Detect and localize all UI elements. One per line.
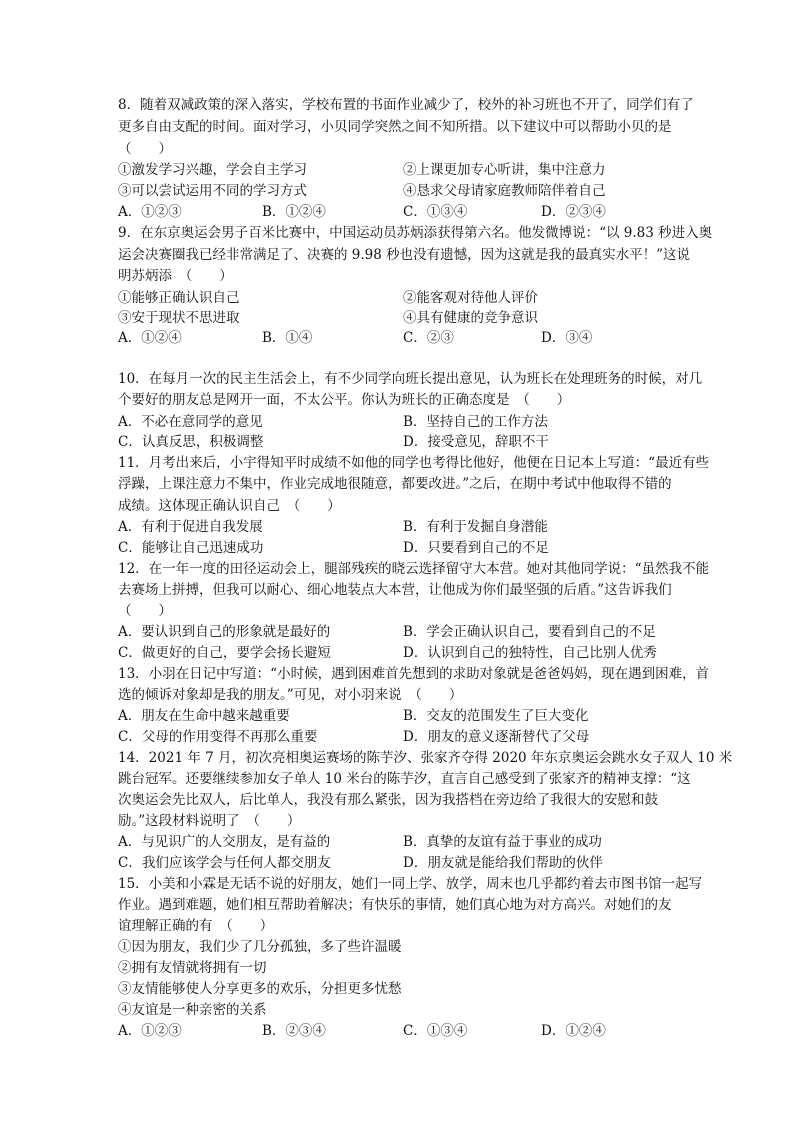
option-c[interactable]: C．父母的作用变得不再那么重要	[118, 729, 318, 745]
question-stem-line: 谊理解正确的有 （ ）	[118, 918, 274, 934]
option-c[interactable]: C．做更好的自己，要学会扬长避短	[118, 645, 331, 661]
option-d[interactable]: D．朋友的意义逐渐替代了父母	[403, 729, 590, 745]
option-a[interactable]: A．不必在意同学的意见	[118, 414, 263, 430]
option-c[interactable]: C．认真反思，积极调整	[118, 434, 264, 450]
question-stem-line: 11．月考出来后，小宇得知平时成绩不如他的同学也考得比他好，他便在日记本上写道：“最近有些	[118, 455, 710, 471]
statement-item: ④友谊是一种亲密的关系	[118, 1002, 267, 1018]
question-stem-line: 12．在一年一度的田径运动会上，腿部残疾的晓云选择留守大本营。她对其他同学说：“虽然我不能	[118, 561, 710, 577]
question-stem-line: 跳台冠军。还要继续参加女子单人 10 米台的陈芋汐，直言自己感受到了张家齐的精神支撑：“这	[118, 771, 691, 787]
statement-item: ④具有健康的竞争意识	[403, 310, 538, 326]
statement-item: ①能够正确认识自己	[118, 290, 240, 306]
question-stem-line: 浮躁，上课注意力不集中，作业完成地很随意，都要改进。”之后，在期中考试中他取得不错的	[118, 476, 672, 492]
option-a[interactable]: A．朋友在生命中越来越重要	[118, 708, 290, 724]
option-d[interactable]: D．朋友就是能给我们帮助的伙伴	[403, 855, 603, 871]
option-d[interactable]: D．只要看到自己的不足	[403, 540, 549, 556]
statement-item: ④恳求父母请家庭教师陪伴着自己	[403, 183, 606, 199]
option-d[interactable]: D．认识到自己的独特性，自己比别人优秀	[403, 645, 657, 661]
question-stem-line: 运会决赛圈我已经非常满足了、决赛的 9.98 秒也没有遗憾，因为这就是我的最真实水平！”这说	[118, 247, 691, 263]
option-b[interactable]: B．①④	[262, 330, 313, 346]
statement-item: ③安于现状不思进取	[118, 310, 240, 326]
option-a[interactable]: A．①②④	[118, 330, 182, 346]
option-d[interactable]: D．①②④	[541, 1023, 606, 1039]
option-c[interactable]: C．①③④	[403, 1023, 468, 1039]
answer-bracket: （ ）	[118, 603, 172, 619]
option-b[interactable]: B．真挚的友谊有益于事业的成功	[403, 834, 602, 850]
option-c[interactable]: C．我们应该学会与任何人都交朋友	[118, 855, 331, 871]
statement-item: ③可以尝试运用不同的学习方式	[118, 183, 307, 199]
question-stem-line: 次奥运会先比双人，后比单人，我没有那么紧张，因为我搭档在旁边给了我很大的安慰和鼓	[118, 792, 658, 808]
statement-item: ①因为朋友，我们少了几分孤独，多了些许温暖	[118, 939, 402, 955]
option-b[interactable]: B．坚持自己的工作方法	[403, 414, 548, 430]
statement-item: ③友情能够使人分享更多的欢乐，分担更多忧愁	[118, 981, 402, 997]
option-c[interactable]: C．②③	[403, 330, 454, 346]
question-stem-line: 更多自由支配的时间。面对学习，小贝同学突然之间不知所措。以下建议中可以帮助小贝的是	[118, 119, 672, 135]
option-b[interactable]: B．学会正确认识自己，要看到自己的不足	[403, 624, 656, 640]
question-stem-line: 明苏炳添 （ ）	[118, 268, 233, 284]
option-c[interactable]: C．能够让自己迅速成功	[118, 540, 264, 556]
statement-item: ②上课更加专心听讲，集中注意力	[403, 162, 606, 178]
statement-item: ①激发学习兴趣，学会自主学习	[118, 162, 307, 178]
question-stem-line: 9．在东京奥运会男子百米比赛中，中国运动员苏炳添获得第六名。他发微博说：“以 9.83 秒进入奥	[118, 225, 713, 241]
option-a[interactable]: A．有利于促进自我发展	[118, 519, 263, 535]
question-stem-line: 14．2021 年 7 月，初次亮相奥运赛场的陈芋汐、张家齐夺得 2020 年东京奥运会跳水女子双人 10 米	[118, 750, 733, 766]
option-a[interactable]: A．①②③	[118, 1023, 182, 1039]
question-stem-line: 去赛场上拼搏，但我可以耐心、细心地装点大本营，让他成为你们最坚强的后盾。”这告诉我们	[118, 582, 672, 598]
question-stem-line: 作业。遇到难题，她们相互帮助着解决；有快乐的事情，她们真心地为对方高兴。对她们的友	[118, 897, 672, 913]
option-a[interactable]: A．①②③	[118, 204, 182, 220]
option-d[interactable]: D．接受意见，辞职不干	[403, 434, 549, 450]
option-c[interactable]: C．①③④	[403, 204, 468, 220]
question-stem-line: 10．在每月一次的民主生活会上，有不少同学向班长提出意见，认为班长在处理班务的时候，对几	[118, 371, 703, 387]
statement-item: ②能客观对待他人评价	[403, 290, 538, 306]
question-stem-line: 8．随着双减政策的深入落实，学校布置的书面作业减少了，校外的补习班也不开了，同学们有了	[118, 97, 694, 113]
question-stem-line: 个要好的朋友总是网开一面，不太公平。你认为班长的正确态度是 （ ）	[118, 392, 571, 408]
option-d[interactable]: D．③④	[541, 330, 593, 346]
question-stem-line: 选的倾诉对象却是我的朋友。”可见，对小羽来说 （ ）	[118, 687, 463, 703]
option-b[interactable]: B．①②④	[262, 204, 326, 220]
question-stem-line: 励。”这段材料说明了 （ ）	[118, 813, 301, 829]
option-b[interactable]: B．②③④	[262, 1023, 326, 1039]
question-stem-line: 成绩。这体现正确认识自己 （ ）	[118, 498, 341, 514]
option-b[interactable]: B．有利于发掘自身潜能	[403, 519, 548, 535]
question-stem-line: 13．小羽在日记中写道：“小时候，遇到困难首先想到的求助对象就是爸爸妈妈，现在遇到困难，首	[118, 666, 710, 682]
answer-bracket: （ ）	[118, 141, 172, 157]
question-stem-line: 15．小美和小霖是无话不说的好朋友，她们一同上学、放学，周末也几乎都约着去市图书馆一起写	[118, 876, 703, 892]
option-d[interactable]: D．②③④	[541, 204, 606, 220]
option-b[interactable]: B．交友的范围发生了巨大变化	[403, 708, 589, 724]
statement-item: ②拥有友情就将拥有一切	[118, 960, 267, 976]
option-a[interactable]: A．与见识广的人交朋友，是有益的	[118, 834, 331, 850]
option-a[interactable]: A．要认识到自己的形象就是最好的	[118, 624, 331, 640]
